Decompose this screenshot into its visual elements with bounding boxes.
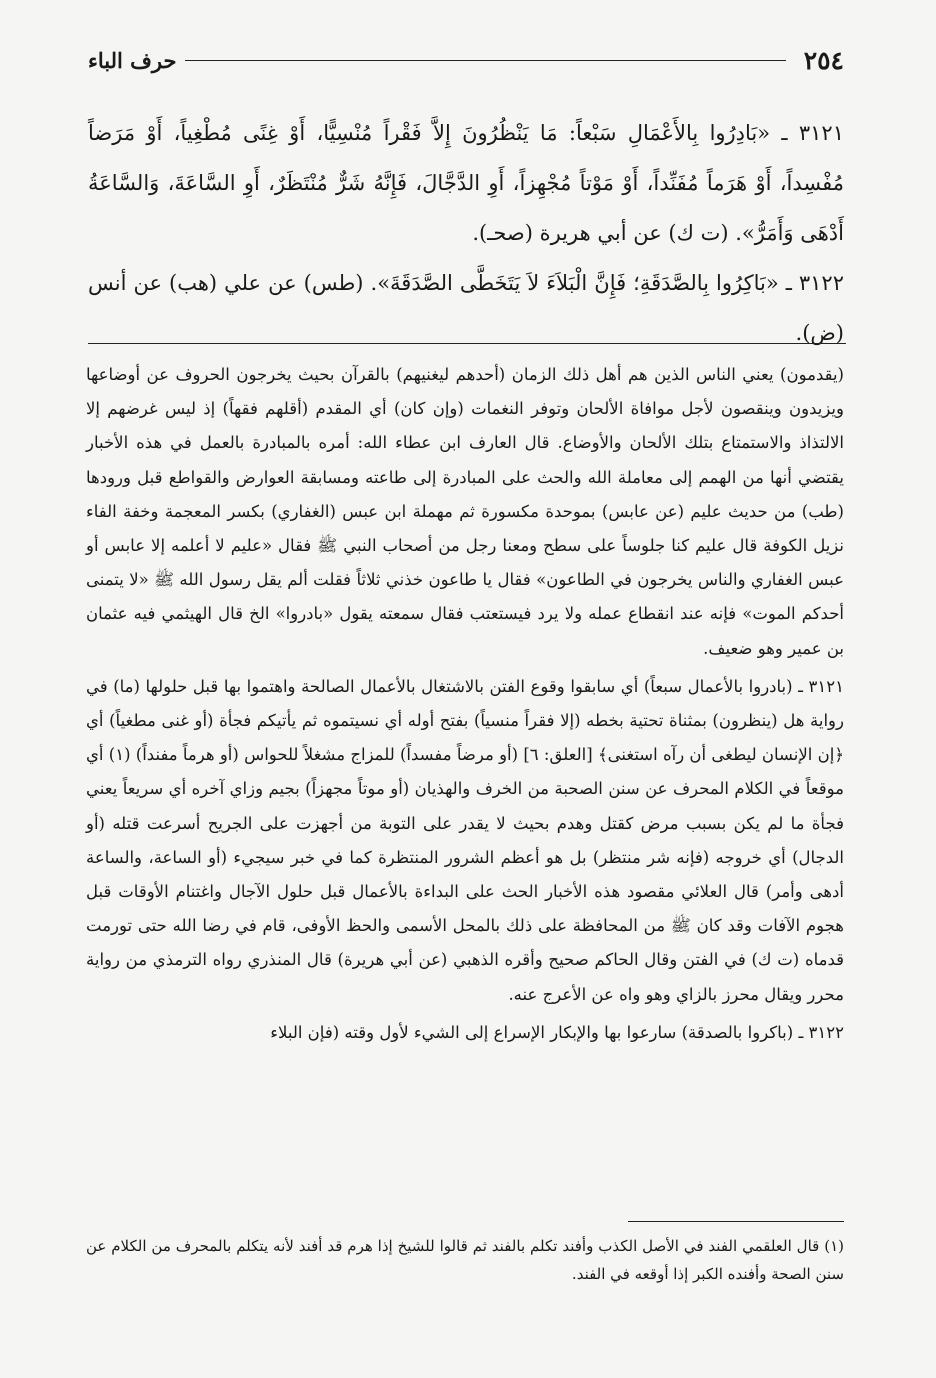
commentary-paragraph-3122: ٣١٢٢ ـ (باكروا بالصدقة) سارعوا بها والإبكار الإسراع إلى الشيء لأول وقته (فإن البلاء <box>270 1022 844 1042</box>
commentary-block <box>86 358 844 1050</box>
hadith-text-block <box>88 108 844 358</box>
hadith-3122: ٣١٢٢ ـ «بَاكِرُوا بِالصَّدَقَةِ؛ فَإِنَّ الْبَلاَءَ لاَ يَتَخَطَّى الصَّدَقَةَ». (طس) عن علي (هب) عن أنس (ض). <box>88 271 844 345</box>
page-number: ٢٥٤ <box>803 45 844 75</box>
header-rule <box>185 60 786 61</box>
footnote-block <box>86 1232 844 1288</box>
commentary-paragraph-3121: ٣١٢١ ـ (بادروا بالأعمال سبعاً) أي سابقوا وقوع الفتن بالاشتغال بالأعمال الصالحة واهتموا بها قبل حلولها (ما) في رواية هل (ينظرون) بمثناة تحتية بخطه (إلا فقراً منسياً) بفتح أوله أي نسيتموه ثم يأتيكم فجأة (أو غنى مطغياً) أي ﴿إن الإنسان ليطغى أن رآه استغنى﴾ [العلق: ٦] (أو مرضاً مفسداً) للمزاج مشغلاً للحواس (أو هرماً مفنداً) (١) أي موقعاً في الكلام المحرف عن سنن الصحبة من الخرف والهذيان (أو موتاً مجهزاً) بجيم وزاي آخره أي سريعاً يعني فجأة ما لم يكن بسبب مرض كقتل وهدم بحيث لا يقدر على التوبة من أجهزت على الجريح أسرعت قتله (أو الدجال) أي خروجه (فإنه شر منتظر) بل هو أعظم الشرور المنتظرة كما في خبر سيجيء (أو الساعة، والساعة أدهى وأمر) قال العلائي مقصود هذه الأخبار الحث على البداءة بالأعمال قبل حلول الآجال واغتنام الأوقات قبل هجوم الآفات وقد كان ﷺ من المحافظة على ذلك بالمحل الأسمى والحظ الأوفى، قام في رضا الله حتى تورمت قدماه (ت ك) في الفتن وقال الحاكم صحيح وأقره الذهبي (عن أبي هريرة) قال المنذري رواه الترمذي من رواية محرر ويقال محرز بالزاي وهو واه عن الأعرج عنه. <box>86 676 844 1004</box>
footnote-divider <box>628 1221 844 1222</box>
matn-sharh-divider <box>88 343 846 344</box>
commentary-paragraph-1: (يقدمون) يعني الناس الذين هم أهل ذلك الزمان (أحدهم ليغنيهم) بالقرآن بحيث يخرجون الحروف عن أوضاعها ويزيدون وينقصون لأجل موافاة الألحان وتوفر النغمات (وإن كان) أي المقدم (أقلهم فقهاً) إذ ليس غرضهم إلا الالتذاذ والاستمتاع بتلك الألحان والأوضاع. قال العارف ابن عطاء الله: أمره بالمبادرة بالعمل في هذه الأخبار يقتضي أنها من الهمم إلى معاملة الله والحث على المبادرة إلى طاعته ومسابقة العوارض والقواطع قبل ورودها (طب) من حديث عليم (عن عابس) بموحدة مكسورة ثم مهملة ابن عبس (الغفاري) بكسر المعجمة وخفة الفاء نزيل الكوفة قال عليم كنا جلوساً على سطح ومعنا رجل من أصحاب النبي ﷺ فقال «عليم لا أعلمه إلا عابس أو عبس الغفاري والناس يخرجون في الطاعون» فقال يا طاعون خذني ثلاثاً فقلت ألم يقل رسول الله ﷺ «لا يتمنى أحدكم الموت» فإنه عند انقطاع عمله ولا يرد فيستعتب فقال سمعته يقول «بادروا» الخ قال الهيثمي فيه عثمان بن عمير وهو ضعيف. <box>86 365 844 658</box>
page-header <box>88 44 844 76</box>
running-title: حرف الباء <box>88 47 177 73</box>
footnote-1: (١) قال العلقمي الفند في الأصل الكذب وأفند تكلم بالفند ثم قالوا للشيخ إذا هرم قد أفند لأنه يتكلم بالمحرف من الكلام عن سنن الصحة وأفنده الكبر إذا أوقعه في الفند. <box>86 1237 844 1283</box>
hadith-3121: ٣١٢١ ـ «بَادِرُوا بِالأَعْمَالِ سَبْعاً: مَا يَنْظُرُونَ إِلاَّ فَقْراً مُنْسِيًّا، أَوْ غِنًى مُطْغِياً، أَوْ مَرَضاً مُفْسِداً، أَوْ هَرَماً مُفَنِّداً، أَوْ مَوْتاً مُجْهِزاً، أَوِ الدَّجَّالَ، فَإِنَّهُ شَرٌّ مُنْتَظَرٌ، أَوِ السَّاعَةَ، وَالسَّاعَةُ أَدْهَى وَأَمَرُّ». (ت ك) عن أبي هريرة (صحـ). <box>88 121 844 245</box>
